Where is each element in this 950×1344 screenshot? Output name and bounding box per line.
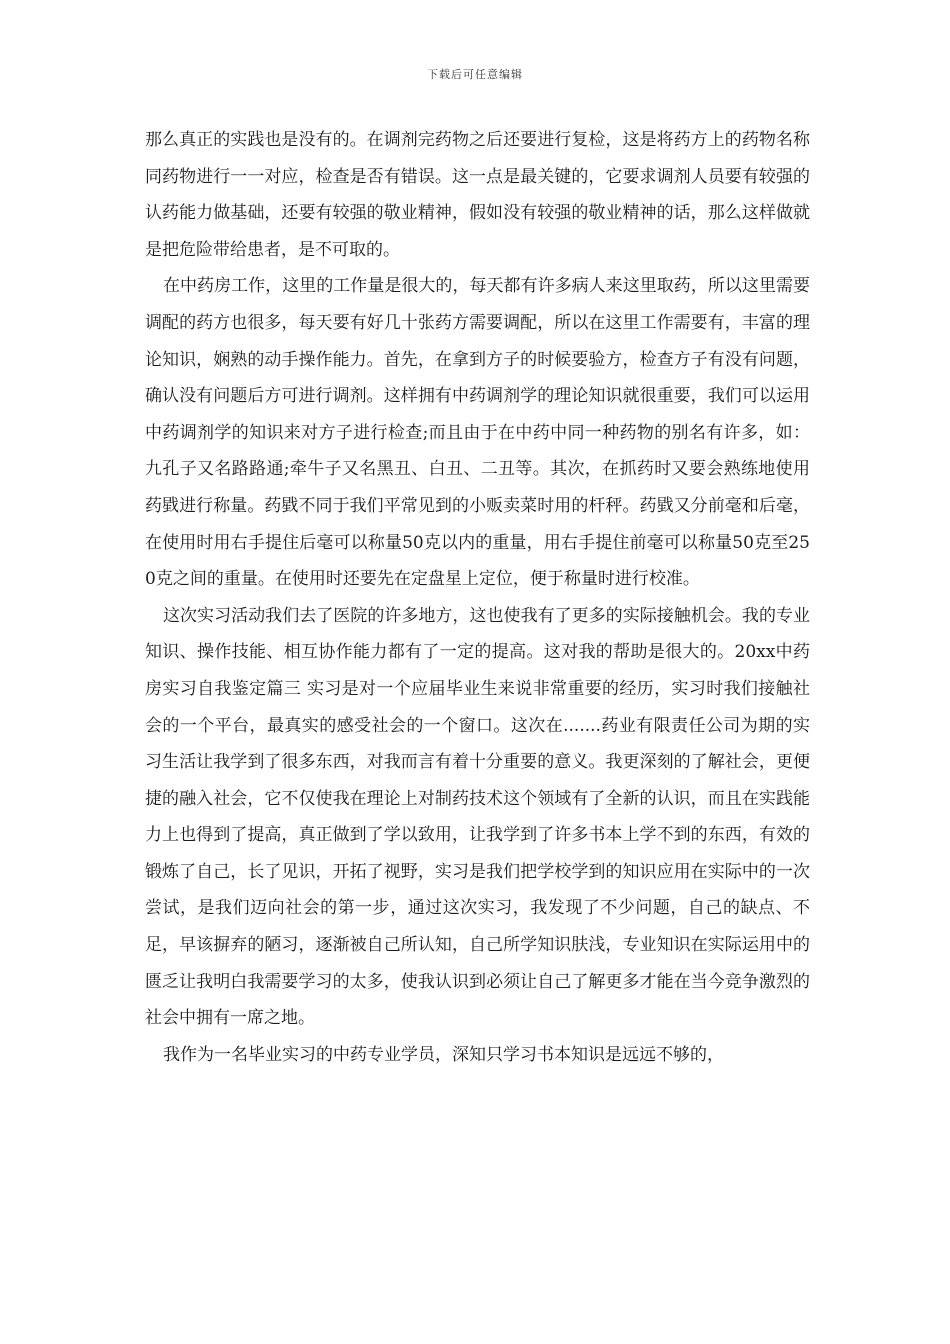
document-body — [145, 122, 810, 1073]
paragraph-pharmacy-work: 在中药房工作，这里的工作量是很大的，每天都有许多病人来这里取药，所以这里需要调配的药方也很多，每天要有好几十张药方需要调配，所以在这里工作需要有，丰富的理论知识，娴熟的动手操作能力。首先，在拿到方子的时候要验方，检查方子有没有问题，确认没有问题后方可进行调剂。这样拥有中药调剂学的理论知识就很重要，我们可以运用中药调剂学的知识来对方子进行检查;而且由于在中药中同一种药物的别名有许多，如：九孔子又名路路通;牵牛子又名黑丑、白丑、二丑等。其次，在抓药时又要会熟练地使用药戥进行称量。药戥不同于我们平常见到的小贩卖菜时用的杆秤。药戥又分前毫和后毫，在使用时用右手提住后毫可以称量50克以内的重量，用右手提住前毫可以称量50克至250克之间的重量。在使用时还要先在定盘星上定位，便于称量时进行校准。 — [145, 276, 810, 590]
paragraph-trainee-statement: 我作为一名毕业实习的中药专业学员，深知只学习书本知识是远远不够的， — [163, 1044, 724, 1065]
paragraph-continuation: 那么真正的实践也是没有的。在调剂完药物之后还要进行复检，这是将药方上的药物名称同药物进行一一对应，检查是否有错误。这一点是最关键的，它要求调剂人员要有较强的认药能力做基础，还要有较强的敬业精神，假如没有较强的敬业精神的话，那么这样做就是把危险带给患者，是不可取的。 — [145, 130, 810, 260]
page-header: 下载后可任意编辑 — [427, 68, 523, 81]
paragraph-internship-reflection: 这次实习活动我们去了医院的许多地方，这也使我有了更多的实际接触机会。我的专业知识、操作技能、相互协作能力都有了一定的提高。这对我的帮助是很大的。20xx中药房实习自我鉴定篇三 实习是对一个应届毕业生来说非常重要的经历，实习时我们接触社会的一个平台，最真实的感受社会的一个窗口。这次在.......药业有限责任公司为期的实习生活让我学到了很多东西，对我而言有着十分重要的意义。我更深刻的了解社会，更便捷的融入社会，它不仅使我在理论上对制药技术这个领域有了全新的认识，而且在实践能力上也得到了提高，真正做到了学以致用，让我学到了许多书本上学不到的东西，有效的锻炼了自己，长了见识，开拓了视野，实习是我们把学校学到的知识应用在实际中的一次尝试，是我们迈向社会的第一步，通过这次实习，我发现了不少问题，自己的缺点、不足，早该摒弃的陋习，逐渐被自己所认知，自己所学知识肤浅，专业知识在实际运用中的匮乏让我明白我需要学习的太多，使我认识到必须让自己了解更多才能在当今竞争激烈的社会中拥有一席之地。 — [145, 605, 810, 1029]
